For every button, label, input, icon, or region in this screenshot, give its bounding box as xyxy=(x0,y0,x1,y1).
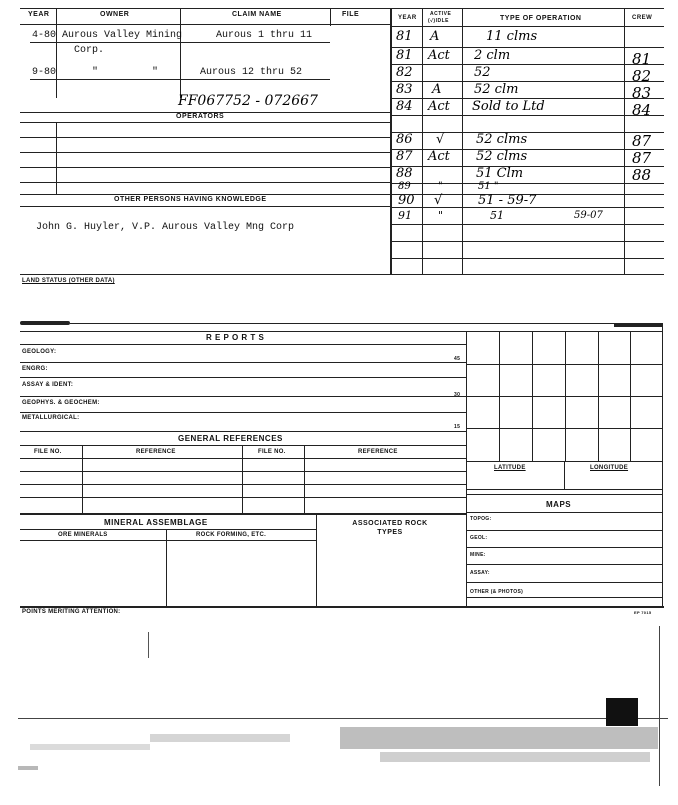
claim-row-1-owner: Aurous Valley Mining xyxy=(62,30,183,41)
activity-row-10-year: 90 xyxy=(398,193,415,208)
form-number: EP 7015 xyxy=(634,610,652,615)
longitude-label: LONGITUDE xyxy=(590,465,629,471)
maps-geol: GEOL: xyxy=(470,535,488,541)
report-metallurgical: METALLURGICAL: xyxy=(22,415,80,421)
activity-row-3-type: 52 xyxy=(474,65,491,80)
activity-row-11-active: " xyxy=(438,209,444,222)
activity-row-8-type: 51 Clm xyxy=(476,166,524,181)
claim-row-3-owner2: " xyxy=(152,67,159,78)
activity-row-8-year: 88 xyxy=(396,166,413,181)
activity-row-2-type: 2 clm xyxy=(474,48,511,63)
other-persons-value: John G. Huyler, V.P. Aurous Valley Mng Corp xyxy=(36,222,295,233)
report-margin-30: 30 xyxy=(454,392,461,398)
activity-row-1-year: 81 xyxy=(396,29,413,44)
activity-row-3-year: 82 xyxy=(396,65,413,80)
activity-row-5-crew: 84 xyxy=(632,101,652,119)
claim-row-1-claim: Aurous 1 thru 11 xyxy=(216,30,313,41)
report-margin-45: 45 xyxy=(454,356,461,362)
idle-header: (√)IDLE xyxy=(428,18,449,24)
activity-row-7-year: 87 xyxy=(396,149,413,164)
ref-file-no-1: FILE NO. xyxy=(34,449,62,455)
activity-row-9-year: 89 xyxy=(398,181,411,192)
report-engrg: ENGRG: xyxy=(22,366,48,372)
file-number: FF067752 - 072667 xyxy=(178,93,318,109)
year-header: YEAR xyxy=(28,11,50,18)
activity-row-6-active: √ xyxy=(436,132,445,147)
claim-row-3-owner: " xyxy=(92,67,99,78)
activity-row-7-type: 52 clms xyxy=(476,149,528,164)
activity-row-4-type: 52 clm xyxy=(474,82,519,97)
maps-topog: TOPOG: xyxy=(470,516,492,522)
ref-reference-2: REFERENCE xyxy=(358,449,398,455)
associated-rock-types-label: ASSOCIATED ROCK TYPES xyxy=(352,520,428,536)
activity-row-4-crew: 83 xyxy=(632,84,652,102)
type-of-operation-header: TYPE OF OPERATION xyxy=(500,15,582,22)
activity-row-7-active: Act xyxy=(428,149,450,164)
activity-row-9-active: " xyxy=(438,181,443,192)
land-status-label: LAND STATUS (OTHER DATA) xyxy=(22,278,115,284)
report-margin-15: 15 xyxy=(454,424,461,430)
ref-reference-1: REFERENCE xyxy=(136,449,176,455)
reports-title: R E P O R T S xyxy=(206,333,265,342)
activity-row-8-crew: 88 xyxy=(632,166,652,184)
activity-row-4-active: A xyxy=(432,82,442,97)
report-geology: GEOLOGY: xyxy=(22,349,57,355)
owner-header: OWNER xyxy=(100,11,130,18)
ore-minerals-label: ORE MINERALS xyxy=(58,532,108,538)
other-persons-label: OTHER PERSONS HAVING KNOWLEDGE xyxy=(114,196,267,203)
activity-row-1-active: A xyxy=(430,29,440,44)
crew-header: CREW xyxy=(632,15,653,21)
activity-row-3-crew: 82 xyxy=(632,67,652,85)
maps-mine: MINE: xyxy=(470,552,486,558)
activity-row-10-active: √ xyxy=(434,193,443,208)
activity-row-5-year: 84 xyxy=(396,99,413,114)
claim-row-1-year: 4-80 xyxy=(32,30,57,41)
activity-row-11-type: 51 xyxy=(490,209,504,222)
activity-row-6-crew: 87 xyxy=(632,132,652,150)
activity-row-1-type: 11 clms xyxy=(486,29,538,44)
activity-year-header: YEAR xyxy=(398,15,417,21)
rock-forming-label: ROCK FORMING, ETC. xyxy=(196,532,267,538)
report-assay: ASSAY & IDENT: xyxy=(22,382,74,388)
latitude-label: LATITUDE xyxy=(494,465,526,471)
mineral-assemblage-title: MINERAL ASSEMBLAGE xyxy=(104,518,208,527)
general-references-title: GENERAL REFERENCES xyxy=(178,434,283,443)
activity-row-6-year: 86 xyxy=(396,132,413,147)
maps-title: MAPS xyxy=(546,500,572,509)
file-header: FILE xyxy=(342,11,360,18)
claim-row-2-owner: Corp. xyxy=(74,45,105,56)
activity-row-5-type: Sold to Ltd xyxy=(472,99,545,114)
activity-row-6-type: 52 clms xyxy=(476,132,528,147)
claim-row-3-year: 9-80 xyxy=(32,67,57,78)
activity-row-2-crew: 81 xyxy=(632,50,652,68)
activity-row-11-type2: 59-07 xyxy=(574,210,603,221)
report-geophys: GEOPHYS. & GEOCHEM: xyxy=(22,400,100,406)
activity-row-2-active: Act xyxy=(428,48,450,63)
activity-row-5-active: Act xyxy=(428,99,450,114)
activity-row-4-year: 83 xyxy=(396,82,413,97)
ref-file-no-2: FILE NO. xyxy=(258,449,286,455)
maps-assay: ASSAY: xyxy=(470,570,490,576)
active-header: ACTIVE xyxy=(430,11,452,17)
operators-label: OPERATORS xyxy=(176,113,225,120)
maps-other: OTHER (& PHOTOS) xyxy=(470,589,524,595)
activity-row-2-year: 81 xyxy=(396,48,413,63)
activity-row-7-crew: 87 xyxy=(632,149,652,167)
claim-row-3-claim: Aurous 12 thru 52 xyxy=(200,67,303,78)
points-meriting-attention: POINTS MERITING ATTENTION: xyxy=(22,609,121,615)
activity-row-11-year: 91 xyxy=(398,209,412,222)
activity-row-10-type: 51 - 59-7 xyxy=(478,193,537,208)
claim-name-header: CLAIM NAME xyxy=(232,11,282,18)
activity-row-9-type: 51 " xyxy=(478,181,499,192)
